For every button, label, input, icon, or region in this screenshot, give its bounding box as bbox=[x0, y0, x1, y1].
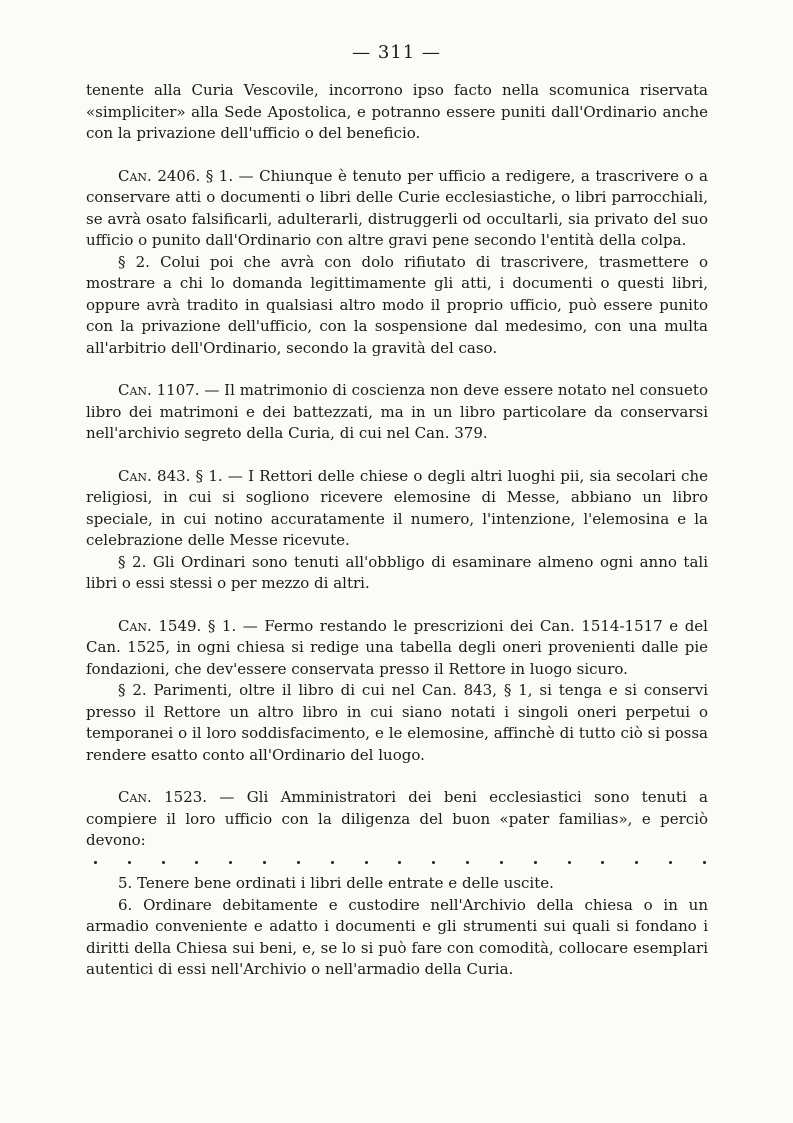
canon-paragraph bbox=[86, 466, 708, 552]
paragraph: § 2. Colui poi che avrà con dolo rifiutato di trascrivere, trasmettere o mostrare a chi lo domanda legittimamente gli atti, i documenti o questi libri, oppure avrà tradito in qualsiasi altro modo il proprio ufficio, può essere punito con la privazione dell'ufficio, con la sospensione dal medesimo, con una multa all'arbitrio dell'Ordinario, secondo la gravità del caso. bbox=[86, 252, 708, 357]
ellipsis-dots bbox=[86, 852, 708, 874]
paragraph-text: § 1. — Chiunque è tenuto per ufficio a redigere, a trascrivere o a conservare atti o documenti o libri delle Curie ecclesiastiche, o libri parrocchiali, se avrà osato falsificarli, adulterarli, distruggerli od occultarli, sia privato del suo ufficio o punito dall'Ordinario con altre gravi pene secondo l'entità della colpa. bbox=[86, 166, 708, 249]
canon-reference: Can. 1523. bbox=[118, 788, 208, 806]
list-item: 5. Tenere bene ordinati i libri delle entrate e delle uscite. bbox=[118, 874, 554, 892]
canon-paragraph bbox=[86, 166, 708, 252]
paragraph-text: — Il matrimonio di coscienza non deve essere notato nel consueto libro dei matrimoni e dei battezzati, ma in un libro particolare da conservarsi nell'archivio segreto della Curia, di cui nel Can. 379. bbox=[86, 381, 708, 442]
paragraph-text: — Gli Amministratori dei beni ecclesiastici sono tenuti a compiere il loro ufficio con la diligenza del buon «pater familias», e perciò devono: bbox=[86, 788, 708, 849]
paragraph-text: § 1. — I Rettori delle chiese o degli altri luoghi pii, sia secolari che religiosi, in cui si sogliono ricevere elemosine di Messe, abbiano un libro speciale, in cui notino accuratamente il numero, l'intenzione, l'elemosina e la celebrazione delle Messe ricevute. bbox=[86, 466, 708, 549]
canon-reference: Can. 1107. bbox=[118, 381, 200, 399]
canon-reference: Can. 843. bbox=[118, 466, 191, 485]
paragraph: § 2. Gli Ordinari sono tenuti all'obbligo di esaminare almeno ogni anno tali libri o essi stessi o per mezzo di altri. bbox=[86, 552, 708, 592]
canon-paragraph bbox=[86, 787, 708, 852]
page-body bbox=[86, 80, 708, 981]
paragraph-text: § 1. — Fermo restando le prescrizioni dei Can. 1514-1517 e del Can. 1525, in ogni chiesa si redige una tabella degli oneri provenienti dalle pie fondazioni, che dev'essere conservata presso il Rettore in luogo sicuro. bbox=[86, 616, 708, 678]
page-number: — 311 — bbox=[352, 42, 441, 63]
canon-reference: Can. 1549. bbox=[118, 616, 202, 635]
paragraph: tenente alla Curia Vescovile, incorrono ipso facto nella scomunica riservata «simpliciter» alla Sede Apostolica, e potranno essere puniti dall'Ordinario anche con la privazione dell'ufficio o del beneficio. bbox=[86, 81, 708, 142]
list-item: 6. Ordinare debitamente e custodire nell'Archivio della chiesa o in un armadio conveniente e adatto i documenti e gli strumenti sui quali si fondano i diritti della Chiesa sui beni, e, se lo si può fare con comodità, collocare esemplari autentici di essi nell'Archivio o nell'armadio della Curia. bbox=[86, 895, 708, 978]
canon-paragraph bbox=[86, 616, 708, 681]
canon-paragraph bbox=[86, 380, 708, 445]
paragraph: § 2. Parimenti, oltre il libro di cui nel Can. 843, § 1, si tenga e si conservi presso il Rettore un altro libro in cui siano notati i singoli oneri perpetui o temporanei o il loro soddisfacimento, e le elemosine, affinchè di tutto ciò si possa rendere esatto conto all'Ordinario del luogo. bbox=[86, 681, 708, 764]
canon-reference: Can. 2406. bbox=[118, 166, 201, 185]
